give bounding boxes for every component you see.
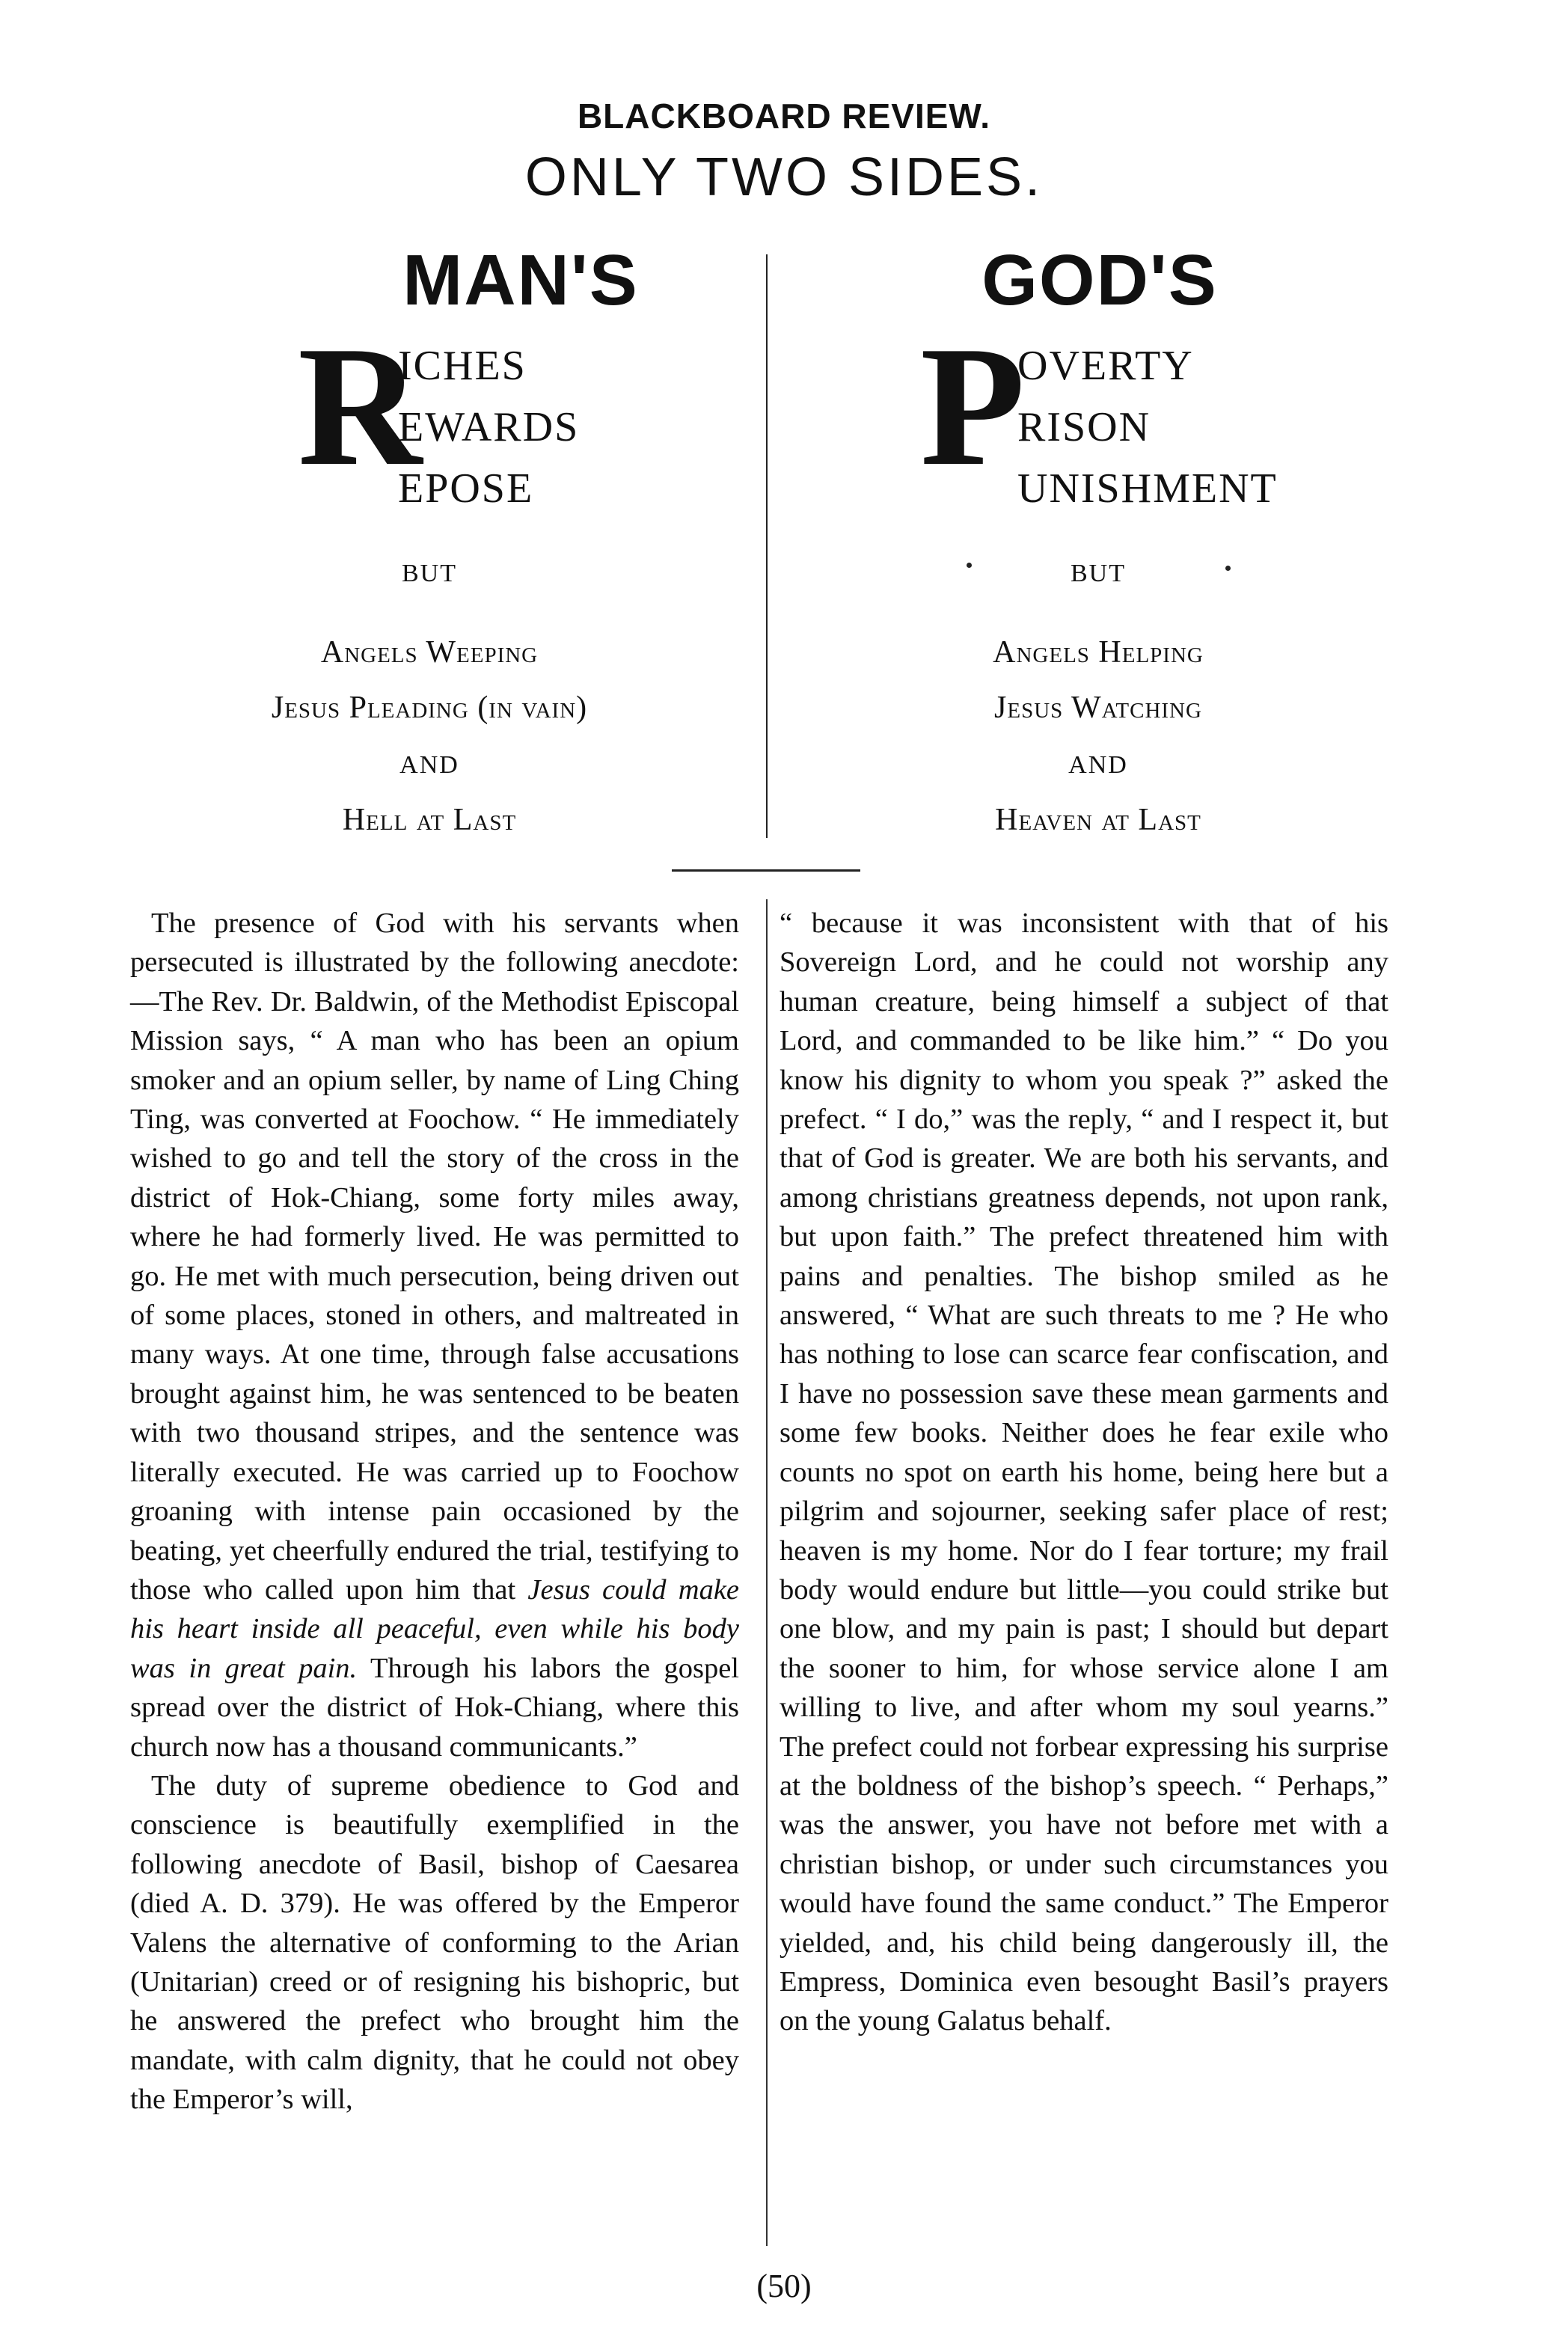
article-right-column [780, 904, 1388, 2041]
gods-line-jesus: Jesus Watching [994, 691, 1202, 725]
gods-but: BUT [1071, 560, 1126, 587]
page-title: ONLY TWO SIDES. [524, 147, 1044, 207]
mans-line-angels: Angels Weeping [320, 635, 539, 670]
article-left-column [130, 904, 739, 2120]
column-divider-top [766, 254, 768, 838]
gods-line-angels: Angels Helping [993, 635, 1204, 670]
mans-heading: MAN'S [402, 240, 639, 320]
mans-word-rewards: EWARDS [398, 404, 580, 450]
gods-word-prison: RISON [1017, 404, 1151, 450]
gods-word-poverty: OVERTY [1017, 343, 1194, 389]
print-speck [1225, 566, 1231, 571]
gods-word-punishment: UNISHMENT [1017, 465, 1278, 512]
text-run: Through his labors the gospel spread over the district of Hok-Chiang, where this church now has a thousand communicants.” [130, 1652, 739, 1763]
gods-drop-cap: P [920, 310, 1026, 501]
gods-word-list [1017, 335, 1278, 519]
italic-quote: Jesus could make his heart inside all peaceful, even while his body was in great pain. [130, 1573, 739, 1684]
page-number: (50) [756, 2268, 812, 2304]
mans-word-repose: EPOSE [398, 465, 534, 512]
gods-line-heaven: Heaven at Last [995, 803, 1201, 837]
paragraph-basil: The duty of supreme obedience to God and conscience is beautifully exemplified in the following anecdote of Basil, bishop of Caesarea (died A. D. 379). He was offered by the Emperor Valens the alternative of conforming to the Arian (Unitarian) creed or of resigning his bishopric, but he answered the prefect who brought him the mandate, with calm dignity, that he could not obey the Emperor’s will, [130, 1769, 739, 2116]
text-run: The presence of God with his servants when persecuted is illustrated by the following anecdote:—The Rev. Dr. Baldwin, of the Methodist Episcopal Mission says, “ A man who has been an opium smoker and an opium seller, by name of Ling Ching Ting, was converted at Foochow. “ He immediately wished to go and tell the story of the cross in the district of Hok-Chiang, some forty miles away, where he had formerly lived. He was permitted to go. He met with much persecution, being driven out of some places, stoned in others, and maltreated in many ways. At one time, through false accusations brought against him, he was sentenced to be beaten with two thousand stripes, and the sentence was literally executed. He was carried up to Foochow groaning with intense pain occasioned by the beating, yet cheerfully endured the trial, testifying to those who called upon him that [130, 908, 739, 1606]
print-speck [967, 563, 972, 568]
mans-word-list [398, 335, 579, 519]
section-rule [672, 869, 860, 872]
gods-heading: GOD'S [981, 240, 1218, 320]
paragraph-baldwin [130, 904, 739, 1766]
mans-line-hell: Hell at Last [342, 803, 517, 837]
mans-word-riches: ICHES [398, 343, 527, 389]
mans-drop-cap: R [298, 310, 423, 501]
mans-but: BUT [402, 560, 457, 587]
mans-line-jesus: Jesus Pleading (in vain) [271, 691, 588, 725]
paragraph-basil-continued: “ because it was inconsistent with that of his Sovereign Lord, and he could not worship any human creature, being himself a subject of that Lord, and commanded to be like him.” “ Do you know his dignity to whom you speak ?” asked the prefect. “ I do,” was the reply, “ and I respect it, but that of God is greater. We are both his servants, and among christians greatness depends, not upon rank, but upon faith.” The prefect threatened him with pains and penalties. The bishop smiled as he answered, “ What are such threats to me ? He who has nothing to lose can scarce fear confiscation, and I have no possession save these mean garments and some few books. Neither does he fear exile who counts no spot on earth his home, being here but a pilgrim and sojourner, seeking safer place of rest; heaven is my home. Nor do I fear torture; my frail body would endure but little—you could strike but one blow, and my pain is past; I should but depart the sooner to him, for whose service alone I am willing to live, and after whom my soul yearns.” The prefect could not forbear expressing his surprise at the boldness of the bishop’s speech. “ Perhaps,” was the answer, you have not before met with a christian bishop, or under such circumstances you would have found the same conduct.” The Emperor yielded, and, his child being dangerously ill, the Empress, Dominica even besought Basil’s prayers on the young Galatus behalf. [780, 908, 1388, 2037]
section-label: BLACKBOARD REVIEW. [577, 97, 991, 135]
mans-and: AND [399, 751, 459, 779]
column-divider-text [766, 899, 768, 2246]
gods-and: AND [1068, 751, 1128, 779]
